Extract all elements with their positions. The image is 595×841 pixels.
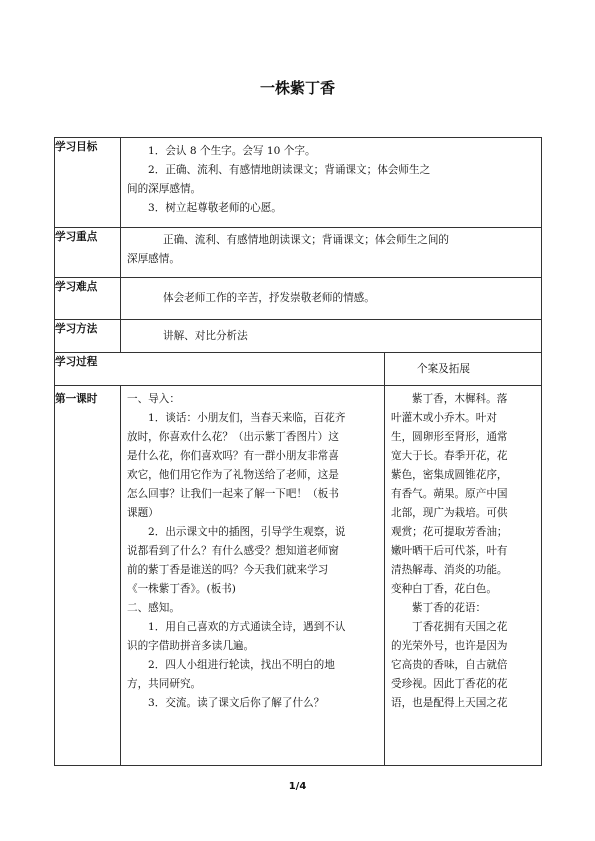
lesson1-extension bbox=[385, 386, 542, 766]
lesson-plan-table bbox=[54, 137, 542, 766]
extension-header: 个案及拓展 bbox=[385, 353, 542, 386]
lesson1-line: 《一株紫丁香》。(板书) bbox=[127, 583, 236, 595]
key-line: 正确、流利、有感情地朗读课文；背诵课文；体会师生之间的 bbox=[163, 234, 450, 246]
extension-line: 受珍视。因此丁香花的花 bbox=[391, 678, 508, 690]
lesson1-line: 一、导入： bbox=[127, 393, 180, 405]
extension-line: 它高贵的香味，自古就倍 bbox=[391, 659, 508, 671]
lesson1-line: 说都看到了什么？有什么感受？想知道老师窗 bbox=[127, 545, 339, 557]
row-method bbox=[55, 320, 542, 353]
extension-line: 嫩叶晒干后可代茶，叶有 bbox=[391, 545, 508, 557]
row-process bbox=[55, 353, 542, 386]
difficulty-content bbox=[121, 278, 542, 320]
extension-line: 丁香花拥有天国之花 bbox=[412, 621, 508, 633]
lesson1-line: 是什么花，你们喜欢吗？有一群小朋友非常喜 bbox=[127, 450, 339, 462]
lesson1-line: 欢它，他们用它作为了礼物送给了老师，这是 bbox=[127, 469, 339, 481]
document-title: 一株紫丁香 bbox=[259, 79, 335, 97]
row-difficulty bbox=[55, 278, 542, 320]
extension-line: 清热解毒、消炎的功能。 bbox=[391, 564, 508, 576]
label-difficulty: 学习难点 bbox=[55, 278, 121, 320]
extension-line: 紫色，密集成圆锥花序， bbox=[391, 469, 508, 481]
extension-line: 语，也是配得上天国之花 bbox=[391, 697, 508, 709]
lesson1-line: 方，共同研究。 bbox=[127, 678, 202, 690]
lesson1-line: 1．用自己喜欢的方式通读全诗，遇到不认 bbox=[148, 621, 346, 633]
goals-line: 3．树立起尊敬老师的心愿。 bbox=[148, 202, 282, 214]
label-lesson1: 第一课时 bbox=[55, 386, 121, 766]
extension-line: 紫丁香，木樨科。落 bbox=[412, 393, 508, 405]
extension-line: 的光荣外号，也许是因为 bbox=[391, 640, 508, 652]
goals-line: 2．正确、流利、有感情地朗读课文；背诵课文；体会师生之 bbox=[148, 164, 431, 176]
lesson1-line: 1．谈话：小朋友们，当春天来临，百花齐 bbox=[148, 412, 346, 424]
lesson1-line: 2．四人小组进行轮读，找出不明白的地 bbox=[148, 659, 335, 671]
lesson1-content bbox=[121, 386, 385, 766]
page-number: 1/4 bbox=[288, 781, 307, 792]
lesson1-line: 怎么回事？让我们一起来了解一下吧！（板书 bbox=[127, 488, 339, 500]
goals-content bbox=[121, 138, 542, 228]
lesson1-line: 二、感知。 bbox=[127, 602, 180, 614]
key-line: 深厚感情。 bbox=[127, 253, 180, 265]
goals-line: 间的深厚感情。 bbox=[127, 183, 202, 195]
label-key: 学习重点 bbox=[55, 228, 121, 278]
goals-line: 1．会认 8 个生字。会写 10 个字。 bbox=[148, 145, 316, 157]
extension-line: 观赏；花可提取芳香油； bbox=[391, 526, 508, 538]
extension-line: 紫丁香的花语： bbox=[412, 602, 487, 614]
lesson1-line: 课题） bbox=[127, 507, 159, 519]
label-goals: 学习目标 bbox=[55, 138, 121, 228]
extension-line: 生，圆卵形至肾形，通常 bbox=[391, 431, 508, 443]
row-lesson1 bbox=[55, 386, 542, 766]
lesson1-line: 前的紫丁香是谁送的吗？今天我们就来学习 bbox=[127, 564, 329, 576]
key-content bbox=[121, 228, 542, 278]
row-goals bbox=[55, 138, 542, 228]
label-process: 学习过程 bbox=[55, 353, 385, 386]
extension-line: 北部，现广为栽培。可供 bbox=[391, 507, 508, 519]
method-content bbox=[121, 320, 542, 353]
row-key bbox=[55, 228, 542, 278]
label-method: 学习方法 bbox=[55, 320, 121, 353]
method-line: 讲解、对比分析法 bbox=[163, 329, 248, 342]
difficulty-line: 体会老师工作的辛苦，抒发崇敬老师的情感。 bbox=[163, 292, 375, 304]
extension-line: 宽大于长。春季开花，花 bbox=[391, 450, 508, 462]
lesson1-line: 3．交流。读了课文后你了解了什么？ bbox=[148, 697, 325, 709]
extension-line: 变种白丁香，花白色。 bbox=[391, 583, 497, 595]
extension-line: 叶灌木或小乔木。叶对 bbox=[391, 412, 497, 424]
lesson1-line: 2．出示课文中的插图，引导学生观察，说 bbox=[148, 526, 346, 538]
lesson1-line: 识的字借助拼音多读几遍。 bbox=[127, 640, 255, 652]
lesson1-line: 放时，你喜欢什么花？（出示紫丁香图片）这 bbox=[127, 431, 339, 443]
extension-line: 有香气。蒴果。原产中国 bbox=[391, 488, 508, 500]
